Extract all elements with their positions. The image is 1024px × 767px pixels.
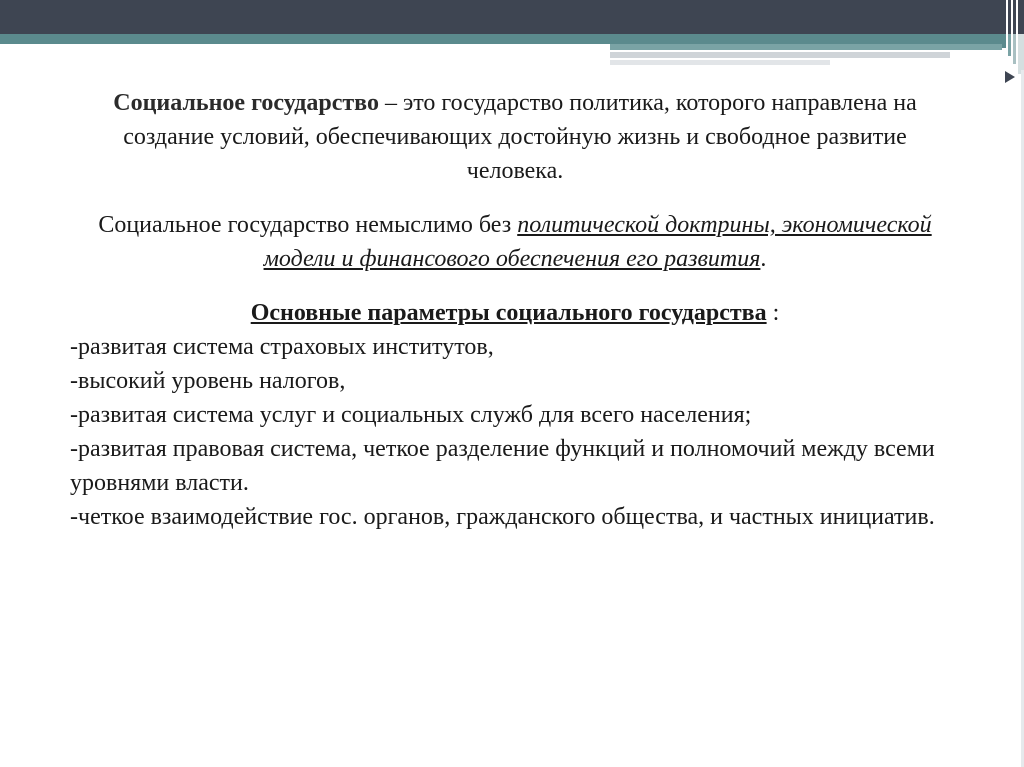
- parameters-heading-line: [70, 296, 960, 330]
- doctrine-tail: .: [760, 246, 767, 272]
- list-item: -развитая правовая система, четкое разделение функций и полномочий между всеми уровнями власти.: [70, 436, 935, 496]
- doctrine-paragraph: [70, 208, 960, 276]
- parameters-heading-suffix: :: [766, 300, 780, 326]
- list-item: -высокий уровень налогов,: [70, 368, 346, 394]
- edge-stripe: [1013, 34, 1016, 64]
- header-bar-dark: [0, 0, 1002, 34]
- definition-text: – это государство политика, которого направлена на создание условий, обеспечивающих достойную жизнь и свободное развитие человека.: [123, 90, 917, 184]
- doctrine-lead: Социальное государство немыслимо без: [98, 212, 518, 238]
- list-item: -четкое взаимодействие гос. органов, гражданского общества, и частных инициатив.: [70, 504, 935, 530]
- header-stripe-grey: [610, 52, 950, 58]
- term: Социальное государство: [113, 90, 379, 116]
- edge-stripe: [1002, 0, 1006, 34]
- slide-content: [70, 86, 960, 534]
- list-item: -развитая система страховых институтов,: [70, 334, 494, 360]
- edge-stripe: [1008, 34, 1011, 56]
- list-item: -развитая система услуг и социальных служб для всего населения;: [70, 402, 752, 428]
- header-bar-teal: [0, 34, 1002, 44]
- header-stripe-teal: [610, 44, 1002, 50]
- edge-stripe: [1013, 0, 1016, 34]
- edge-stripe: [1002, 34, 1006, 48]
- doctrine-emphasis: политической доктрины, экономической модели и финансового обеспечения его развития: [263, 212, 932, 272]
- edge-stripe: [1008, 0, 1011, 34]
- definition-paragraph: [70, 86, 960, 188]
- parameters-heading: Основные параметры социального государства: [250, 300, 767, 326]
- edge-stripe: [1018, 34, 1024, 74]
- triangle-right-icon[interactable]: [1004, 70, 1016, 84]
- header-stripe-light: [610, 60, 830, 65]
- edge-stripe: [1018, 0, 1024, 34]
